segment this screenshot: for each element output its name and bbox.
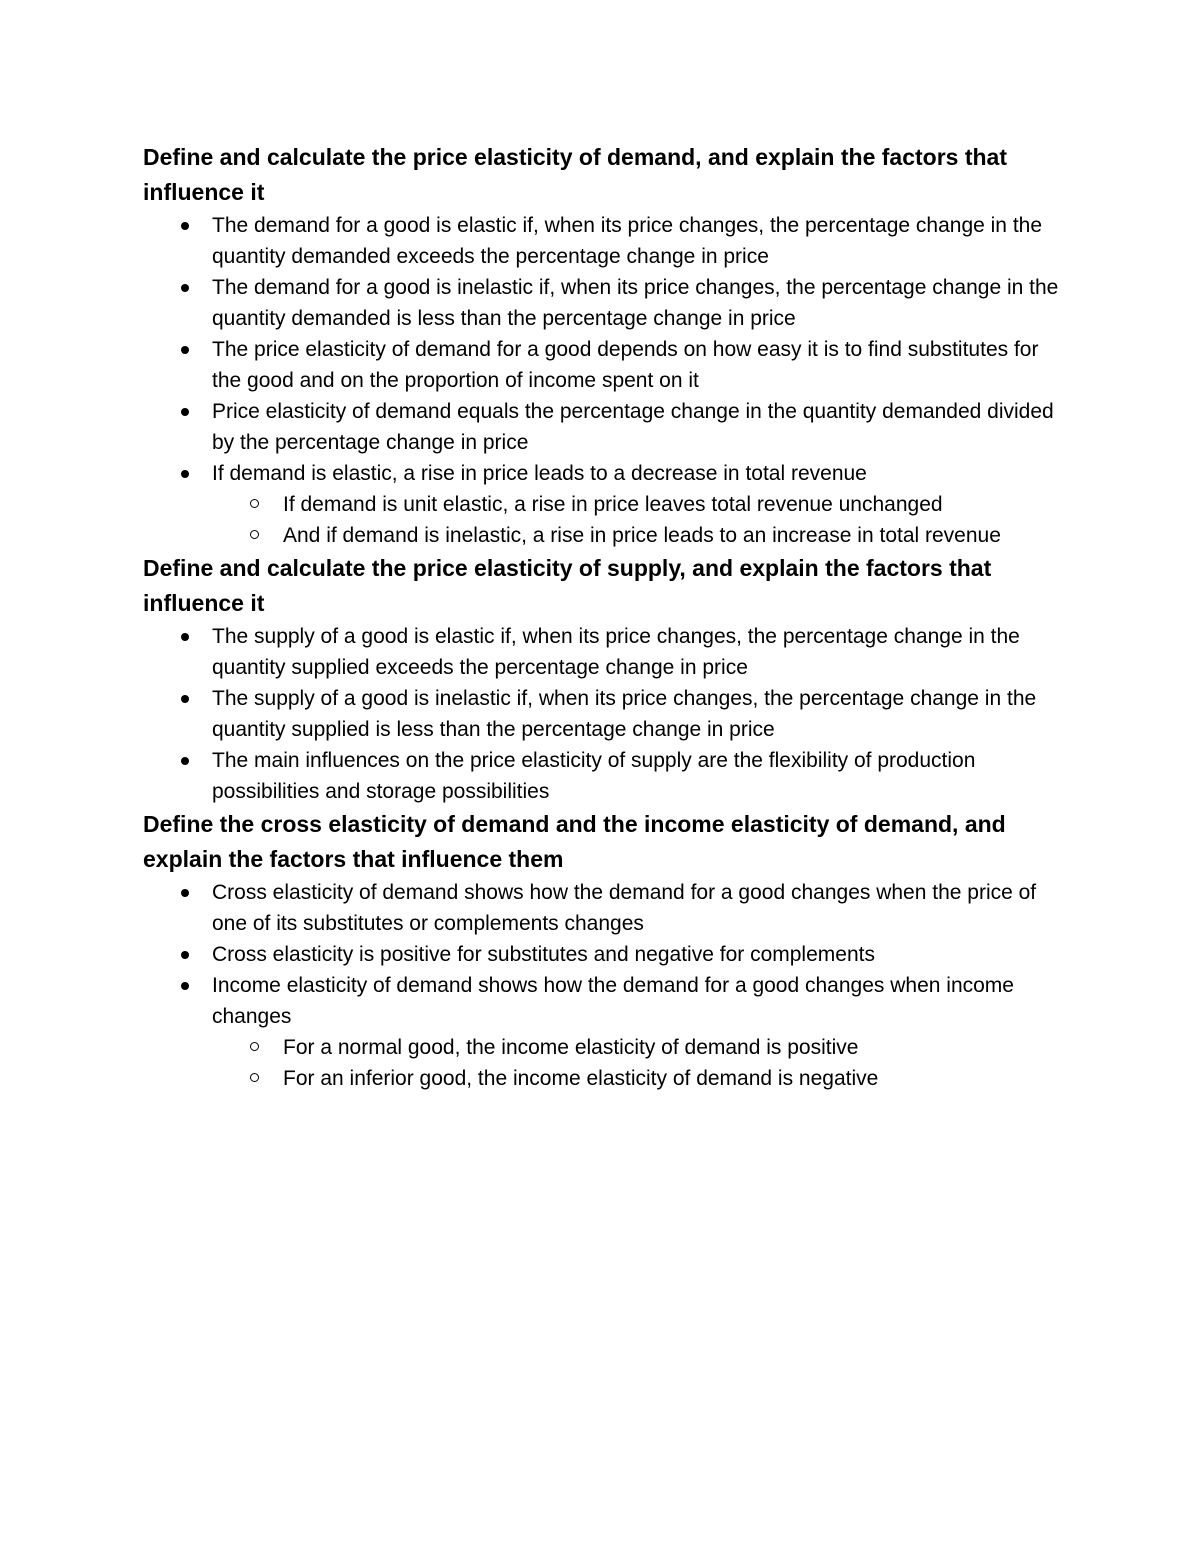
list-item: [143, 745, 1063, 807]
filled-bullet-icon: [181, 470, 189, 478]
section-heading: Define and calculate the price elasticity of demand, and explain the factors that influence it: [143, 144, 1008, 205]
filled-bullet-icon: [181, 346, 189, 354]
sub-list-item: [212, 1063, 1063, 1094]
filled-bullet-icon: [181, 889, 189, 897]
hollow-bullet-icon: [250, 499, 259, 508]
sub-list-item-text: For a normal good, the income elasticity of demand is positive: [283, 1036, 859, 1059]
hollow-bullet-icon: [250, 1042, 259, 1051]
sub-list-item-text: If demand is unit elastic, a rise in price leaves total revenue unchanged: [283, 493, 943, 516]
sub-list-item: [212, 489, 1063, 520]
list-item-text: The supply of a good is inelastic if, when its price changes, the percentage change in the quantity supplied is less than the percentage change in price: [212, 687, 1037, 741]
section-heading: Define the cross elasticity of demand and the income elasticity of demand, and explain the factors that influence them: [143, 811, 1006, 872]
list-item: [143, 334, 1063, 396]
filled-bullet-icon: [181, 951, 189, 959]
sub-bullet-list: [212, 489, 1063, 551]
document-content: [143, 140, 1063, 1094]
sub-list-item: [212, 1032, 1063, 1063]
sub-list-item-text: For an inferior good, the income elasticity of demand is negative: [283, 1067, 879, 1090]
list-item: [143, 396, 1063, 458]
bullet-list: [143, 877, 1063, 1094]
list-item: [143, 621, 1063, 683]
list-item: [143, 272, 1063, 334]
filled-bullet-icon: [181, 222, 189, 230]
filled-bullet-icon: [181, 982, 189, 990]
filled-bullet-icon: [181, 284, 189, 292]
sub-list-item-text: And if demand is inelastic, a rise in price leads to an increase in total revenue: [283, 524, 1001, 547]
filled-bullet-icon: [181, 695, 189, 703]
list-item-text: Price elasticity of demand equals the percentage change in the quantity demanded divided by the percentage change in price: [212, 400, 1054, 454]
list-item-text: The supply of a good is elastic if, when its price changes, the percentage change in the quantity supplied exceeds the percentage change in price: [212, 625, 1020, 679]
hollow-bullet-icon: [250, 1073, 259, 1082]
list-item: [143, 458, 1063, 551]
list-item-text: The demand for a good is elastic if, when its price changes, the percentage change in the quantity demanded exceeds the percentage change in price: [212, 214, 1043, 268]
filled-bullet-icon: [181, 633, 189, 641]
list-item-text: Cross elasticity is positive for substitutes and negative for complements: [212, 943, 875, 966]
section-price-elasticity-demand: [143, 140, 1063, 551]
section-heading: Define and calculate the price elasticity of supply, and explain the factors that influence it: [143, 555, 992, 616]
hollow-bullet-icon: [250, 530, 259, 539]
list-item-text: The main influences on the price elasticity of supply are the flexibility of production possibilities and storage possibilities: [212, 749, 976, 803]
list-item-text: The demand for a good is inelastic if, when its price changes, the percentage change in the quantity demanded is less than the percentage change in price: [212, 276, 1059, 330]
sub-list-item: [212, 520, 1063, 551]
list-item: [143, 877, 1063, 939]
list-item-text: Cross elasticity of demand shows how the demand for a good changes when the price of one of its substitutes or complements changes: [212, 881, 1037, 935]
section-cross-income-elasticity: [143, 807, 1063, 1094]
bullet-list: [143, 621, 1063, 807]
list-item: [143, 970, 1063, 1094]
section-price-elasticity-supply: [143, 551, 1063, 807]
list-item: [143, 210, 1063, 272]
sub-bullet-list: [212, 1032, 1063, 1094]
list-item-text: Income elasticity of demand shows how the demand for a good changes when income changes: [212, 974, 1014, 1028]
filled-bullet-icon: [181, 757, 189, 765]
list-item: [143, 939, 1063, 970]
filled-bullet-icon: [181, 408, 189, 416]
list-item: [143, 683, 1063, 745]
list-item-text: If demand is elastic, a rise in price leads to a decrease in total revenue: [212, 462, 867, 485]
bullet-list: [143, 210, 1063, 551]
list-item-text: The price elasticity of demand for a good depends on how easy it is to find substitutes for the good and on the proportion of income spent on it: [212, 338, 1039, 392]
